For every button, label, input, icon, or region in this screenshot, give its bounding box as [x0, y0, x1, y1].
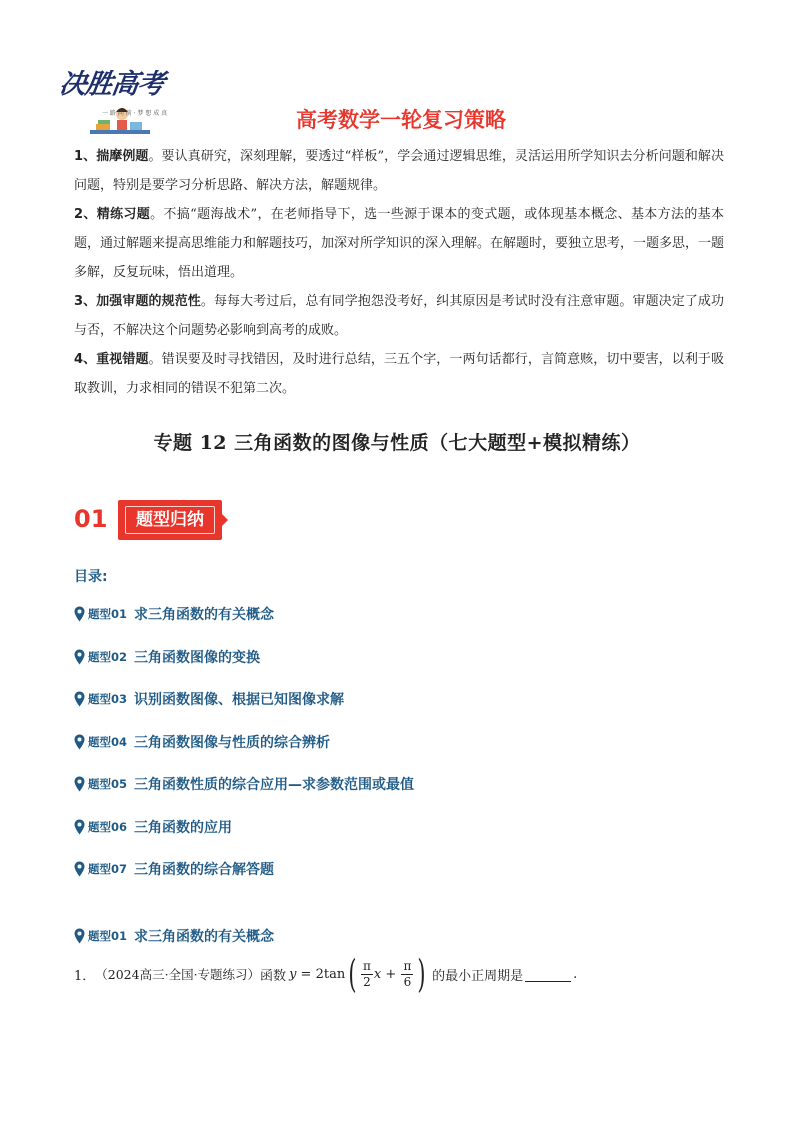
page-title: 高考数学一轮复习策略 — [296, 108, 506, 132]
fraction-denominator: 2 — [363, 974, 371, 989]
toc-item-tag: 题型06 — [88, 819, 128, 834]
fraction-denominator: 6 — [403, 974, 412, 989]
section-heading — [74, 926, 274, 946]
strategy-item — [74, 142, 724, 200]
toc-item-title: 三角函数的应用 — [134, 819, 233, 836]
toc-item[interactable] — [74, 774, 414, 817]
strategy-lead: 3、加强审题的规范性 — [74, 294, 201, 309]
section-heading-tag: 题型01 — [88, 929, 128, 943]
math-var-y: y — [289, 966, 297, 982]
section-label: 题型归纳 — [125, 506, 215, 534]
toc-item[interactable] — [74, 732, 414, 775]
strategy-item — [74, 345, 724, 403]
strategy-lead: 1、揣摩例题 — [74, 149, 149, 164]
strategy-body: 。不搞“题海战术”，在老师指导下，选一些源于课本的变式题，或体现基本概念、基本方法的基本题，通过解题来提高思维能力和解题技巧，加深对所学知识的深入理解。在解题时，要独立思考，一题多思，一题多解，反复玩味，悟出道理。 — [74, 207, 725, 280]
question-source: （2024高三·全国·专题练习） — [95, 967, 261, 982]
map-pin-icon — [74, 928, 85, 944]
toc-item[interactable] — [74, 689, 414, 732]
right-paren: ) — [417, 952, 426, 996]
topic-title: 专题 12 三角函数的图像与性质（七大题型+模拟精练） — [153, 432, 641, 454]
toc-item-tag: 题型07 — [88, 862, 128, 876]
toc-item-title: 三角函数的综合解答题 — [134, 862, 275, 878]
left-paren: ( — [348, 952, 357, 996]
fraction-pi-over-2 — [361, 959, 373, 990]
question-1 — [74, 954, 577, 994]
section-label-box — [118, 500, 222, 540]
toc-label: 目录: — [74, 569, 108, 585]
map-pin-icon — [74, 819, 85, 835]
fraction-pi-over-6 — [401, 959, 413, 990]
strategy-list — [74, 142, 724, 403]
map-pin-icon — [74, 776, 85, 792]
toc-item-tag: 题型01 — [88, 607, 128, 621]
table-of-contents — [74, 604, 414, 902]
strategy-item — [74, 287, 724, 345]
toc-item[interactable] — [74, 604, 414, 647]
strategy-item — [74, 200, 724, 287]
math-eq: = 2tan — [296, 966, 346, 982]
strategy-body: 。错误要及时寻找错因，及时进行总结，三五个字，一两句话都行，言简意赅，切中要害，以利于吸取教训，力求相同的错误不犯第二次。 — [74, 352, 724, 396]
map-pin-icon — [74, 606, 85, 622]
strategy-body: 。每每大考过后，总有同学抱怨没考好，纠其原因是考试时没有注意审题。审题决定了成功与否，不解决这个问题势必影响到高考的成败。 — [74, 294, 724, 338]
toc-item-title: 识别函数图像、根据已知图像求解 — [134, 692, 345, 708]
toc-item-tag: 题型02 — [88, 649, 128, 664]
toc-item[interactable] — [74, 859, 414, 902]
toc-item-title: 三角函数性质的综合应用—求参数范围或最值 — [134, 777, 415, 793]
fraction-numerator: π — [363, 958, 371, 973]
logo-slogan: 一 路 向 前 · 梦 想 成 真 — [102, 110, 168, 117]
question-end: . — [573, 966, 578, 982]
math-expression — [289, 954, 429, 994]
question-prefix: 函数 — [260, 968, 287, 984]
toc-item-title: 求三角函数的有关概念 — [134, 607, 275, 623]
toc-item-tag: 题型03 — [88, 692, 128, 706]
math-plus: + — [381, 966, 401, 982]
toc-item[interactable] — [74, 817, 414, 860]
toc-item-title: 三角函数图像与性质的综合辨析 — [134, 734, 331, 751]
math-var-x: x — [373, 966, 382, 982]
toc-item-tag: 题型04 — [88, 734, 128, 749]
section-number: 01 — [74, 505, 108, 533]
strategy-body: 。要认真研究，深刻理解，要透过“样板”，学会通过逻辑思维，灵活运用所学知识去分析问题和解决问题，特别是要学习分析思路、解决方法，解题规律。 — [74, 149, 724, 193]
strategy-lead: 4、重视错题 — [74, 352, 149, 367]
strategy-lead: 2、精练习题 — [74, 207, 151, 222]
map-pin-icon — [74, 691, 85, 707]
fraction-numerator: π — [403, 958, 412, 973]
map-pin-icon — [74, 734, 85, 750]
toc-item[interactable] — [74, 647, 414, 690]
toc-item-tag: 题型05 — [88, 777, 128, 791]
map-pin-icon — [74, 649, 85, 665]
logo-text: 决胜高考 — [57, 69, 166, 100]
toc-item-title: 三角函数图像的变换 — [134, 649, 261, 666]
section-heading-title: 求三角函数的有关概念 — [134, 929, 275, 945]
answer-blank[interactable] — [525, 967, 571, 982]
map-pin-icon — [74, 861, 85, 877]
question-number: 1． — [74, 968, 96, 984]
question-suffix: 的最小正周期是 — [432, 968, 524, 984]
